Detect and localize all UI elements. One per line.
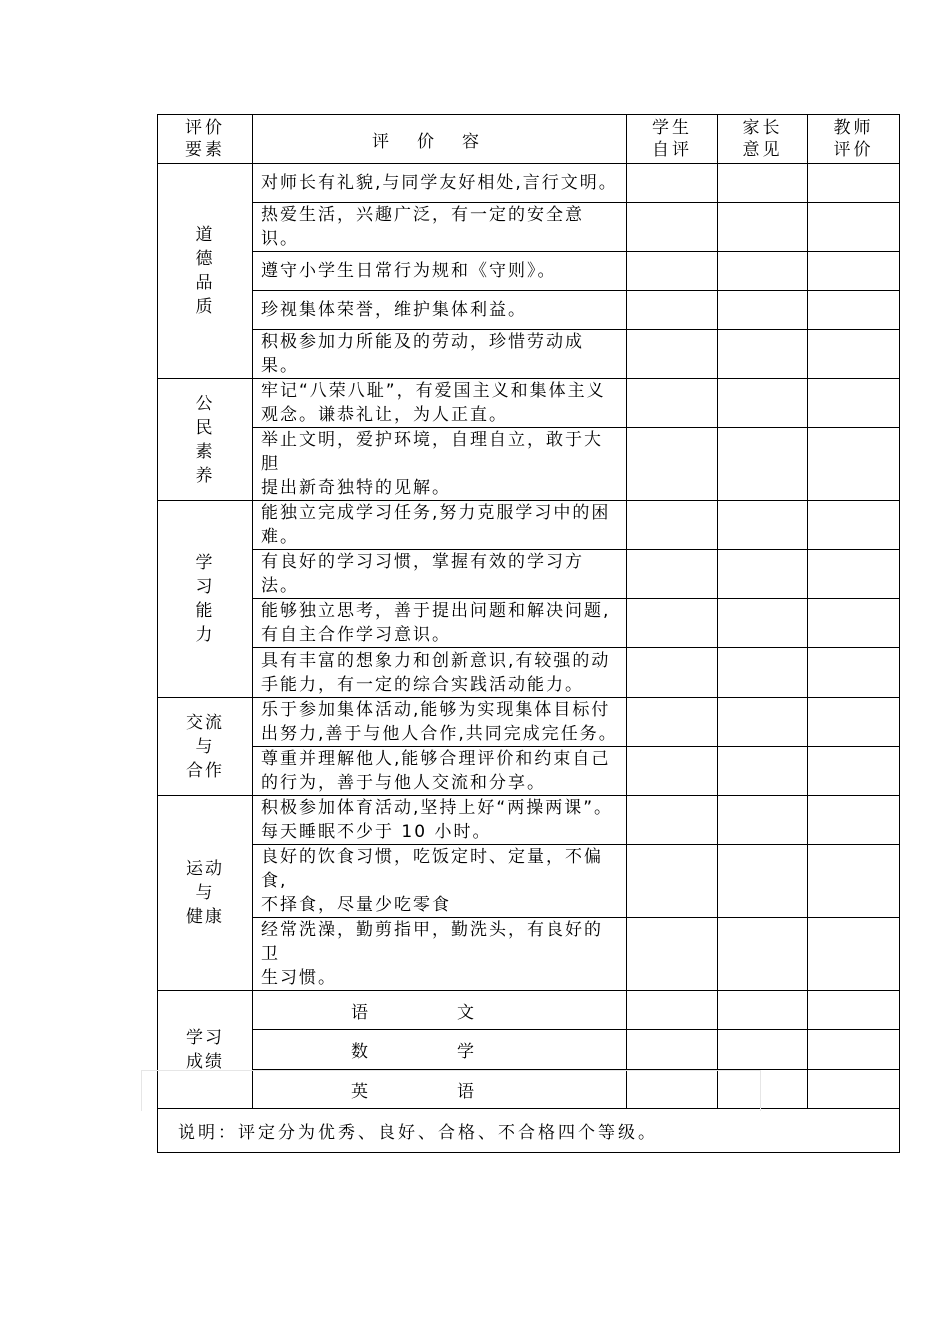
criterion-text: 乐于参加集体活动,能够为实现集体目标付 出努力,善于与他人合作,共同完成完任务。 <box>253 698 627 747</box>
parent-opinion-cell[interactable] <box>718 918 808 991</box>
header-parent-opinion: 家长 意见 <box>718 115 808 164</box>
parent-opinion-cell[interactable] <box>718 1030 808 1070</box>
category-moral: 道 德 品 质 <box>158 164 253 379</box>
criterion-text: 良好的饮食习惯，吃饭定时、定量，不偏食, 不择食，尽量少吃零食 <box>253 845 627 918</box>
teacher-eval-cell[interactable] <box>808 599 900 648</box>
self-eval-cell[interactable] <box>627 501 718 550</box>
teacher-eval-cell[interactable] <box>808 1030 900 1070</box>
subject-english: 英 语 <box>253 1070 627 1109</box>
category-learning-ability: 学 习 能 力 <box>158 501 253 698</box>
self-eval-cell[interactable] <box>627 1030 718 1070</box>
header-category: 评价 要素 <box>158 115 253 164</box>
parent-opinion-cell[interactable] <box>718 747 808 796</box>
parent-opinion-cell[interactable] <box>718 648 808 698</box>
parent-opinion-cell[interactable] <box>718 599 808 648</box>
self-eval-cell[interactable] <box>627 291 718 330</box>
criterion-text: 举止文明，爱护环境，自理自立，敢于大胆 提出新奇独特的见解。 <box>253 428 627 501</box>
table-row <box>158 747 900 796</box>
criterion-text: 牢记“八荣八耻”，有爱国主义和集体主义 观念。谦恭礼让，为人正直。 <box>253 379 627 428</box>
category-civic: 公 民 素 养 <box>158 379 253 501</box>
self-eval-cell[interactable] <box>627 164 718 203</box>
parent-opinion-cell[interactable] <box>718 796 808 845</box>
empty-frame <box>141 1070 761 1111</box>
table-row <box>158 648 900 698</box>
criterion-text: 对师长有礼貌,与同学友好相处,言行文明。 <box>253 164 627 203</box>
teacher-eval-cell[interactable] <box>808 796 900 845</box>
self-eval-cell[interactable] <box>627 796 718 845</box>
teacher-eval-cell[interactable] <box>808 291 900 330</box>
grading-note: 说明：评定分为优秀、良好、合格、不合格四个等级。 <box>158 1109 900 1153</box>
parent-opinion-cell[interactable] <box>718 291 808 330</box>
parent-opinion-cell[interactable] <box>718 501 808 550</box>
teacher-eval-cell[interactable] <box>808 501 900 550</box>
teacher-eval-cell[interactable] <box>808 648 900 698</box>
self-eval-cell[interactable] <box>627 991 718 1030</box>
teacher-eval-cell[interactable] <box>808 845 900 918</box>
header-self-eval: 学生 自评 <box>627 115 718 164</box>
teacher-eval-cell[interactable] <box>808 918 900 991</box>
table-row <box>158 599 900 648</box>
teacher-eval-cell[interactable] <box>808 550 900 599</box>
criterion-text: 热爱生活，兴趣广泛，有一定的安全意识。 <box>253 203 627 252</box>
criterion-text: 积极参加体育活动,坚持上好“两操两课”。 每天睡眠不少于 10 小时。 <box>253 796 627 845</box>
teacher-eval-cell[interactable] <box>808 1070 900 1109</box>
self-eval-cell[interactable] <box>627 648 718 698</box>
parent-opinion-cell[interactable] <box>718 252 808 291</box>
table-row <box>158 991 900 1030</box>
teacher-eval-cell[interactable] <box>808 428 900 501</box>
self-eval-cell[interactable] <box>627 698 718 747</box>
table-row <box>158 501 900 550</box>
table-row <box>158 1030 900 1070</box>
teacher-eval-cell[interactable] <box>808 203 900 252</box>
criterion-text: 积极参加力所能及的劳动，珍惜劳动成果。 <box>253 330 627 379</box>
criterion-text: 有良好的学习习惯，掌握有效的学习方法。 <box>253 550 627 599</box>
evaluation-table <box>157 114 900 1153</box>
note-row <box>158 1109 900 1153</box>
parent-opinion-cell[interactable] <box>718 379 808 428</box>
self-eval-cell[interactable] <box>627 845 718 918</box>
parent-opinion-cell[interactable] <box>718 845 808 918</box>
teacher-eval-cell[interactable] <box>808 991 900 1030</box>
self-eval-cell[interactable] <box>627 330 718 379</box>
table-row <box>158 918 900 991</box>
parent-opinion-cell[interactable] <box>718 164 808 203</box>
table-row <box>158 330 900 379</box>
parent-opinion-cell[interactable] <box>718 991 808 1030</box>
subject-chinese: 语 文 <box>253 991 627 1030</box>
teacher-eval-cell[interactable] <box>808 747 900 796</box>
header-teacher-eval: 教师 评价 <box>808 115 900 164</box>
teacher-eval-cell[interactable] <box>808 164 900 203</box>
self-eval-cell[interactable] <box>627 599 718 648</box>
parent-opinion-cell[interactable] <box>718 550 808 599</box>
parent-opinion-cell[interactable] <box>718 698 808 747</box>
header-content: 评价容 <box>253 115 627 164</box>
criterion-text: 珍视集体荣誉，维护集体利益。 <box>253 291 627 330</box>
criterion-text: 尊重并理解他人,能够合理评价和约束自己 的行为，善于与他人交流和分享。 <box>253 747 627 796</box>
table-row <box>158 796 900 845</box>
criterion-text: 经常洗澡，勤剪指甲，勤洗头，有良好的卫 生习惯。 <box>253 918 627 991</box>
parent-opinion-cell[interactable] <box>718 428 808 501</box>
table-row <box>158 845 900 918</box>
self-eval-cell[interactable] <box>627 379 718 428</box>
category-academic-results: 学习 成绩 <box>158 991 253 1109</box>
table-row <box>158 379 900 428</box>
table-row <box>158 698 900 747</box>
table-row <box>158 252 900 291</box>
table-row <box>158 164 900 203</box>
parent-opinion-cell[interactable] <box>718 203 808 252</box>
parent-opinion-cell[interactable] <box>718 330 808 379</box>
criterion-text: 能够独立思考，善于提出问题和解决问题, 有自主合作学习意识。 <box>253 599 627 648</box>
criterion-text: 具有丰富的想象力和创新意识,有较强的动 手能力，有一定的综合实践活动能力。 <box>253 648 627 698</box>
table-row <box>158 203 900 252</box>
criterion-text: 能独立完成学习任务,努力克服学习中的困 难。 <box>253 501 627 550</box>
table-row <box>158 428 900 501</box>
teacher-eval-cell[interactable] <box>808 379 900 428</box>
self-eval-cell[interactable] <box>627 428 718 501</box>
table-row <box>158 291 900 330</box>
self-eval-cell[interactable] <box>627 918 718 991</box>
criterion-text: 遵守小学生日常行为规和《守则》。 <box>253 252 627 291</box>
self-eval-cell[interactable] <box>627 203 718 252</box>
subject-math: 数 学 <box>253 1030 627 1070</box>
teacher-eval-cell[interactable] <box>808 252 900 291</box>
teacher-eval-cell[interactable] <box>808 698 900 747</box>
category-sports-health: 运动 与 健康 <box>158 796 253 991</box>
header-row <box>158 115 900 164</box>
table-row <box>158 550 900 599</box>
self-eval-cell[interactable] <box>627 252 718 291</box>
self-eval-cell[interactable] <box>627 550 718 599</box>
teacher-eval-cell[interactable] <box>808 330 900 379</box>
self-eval-cell[interactable] <box>627 747 718 796</box>
category-communication: 交流 与 合作 <box>158 698 253 796</box>
